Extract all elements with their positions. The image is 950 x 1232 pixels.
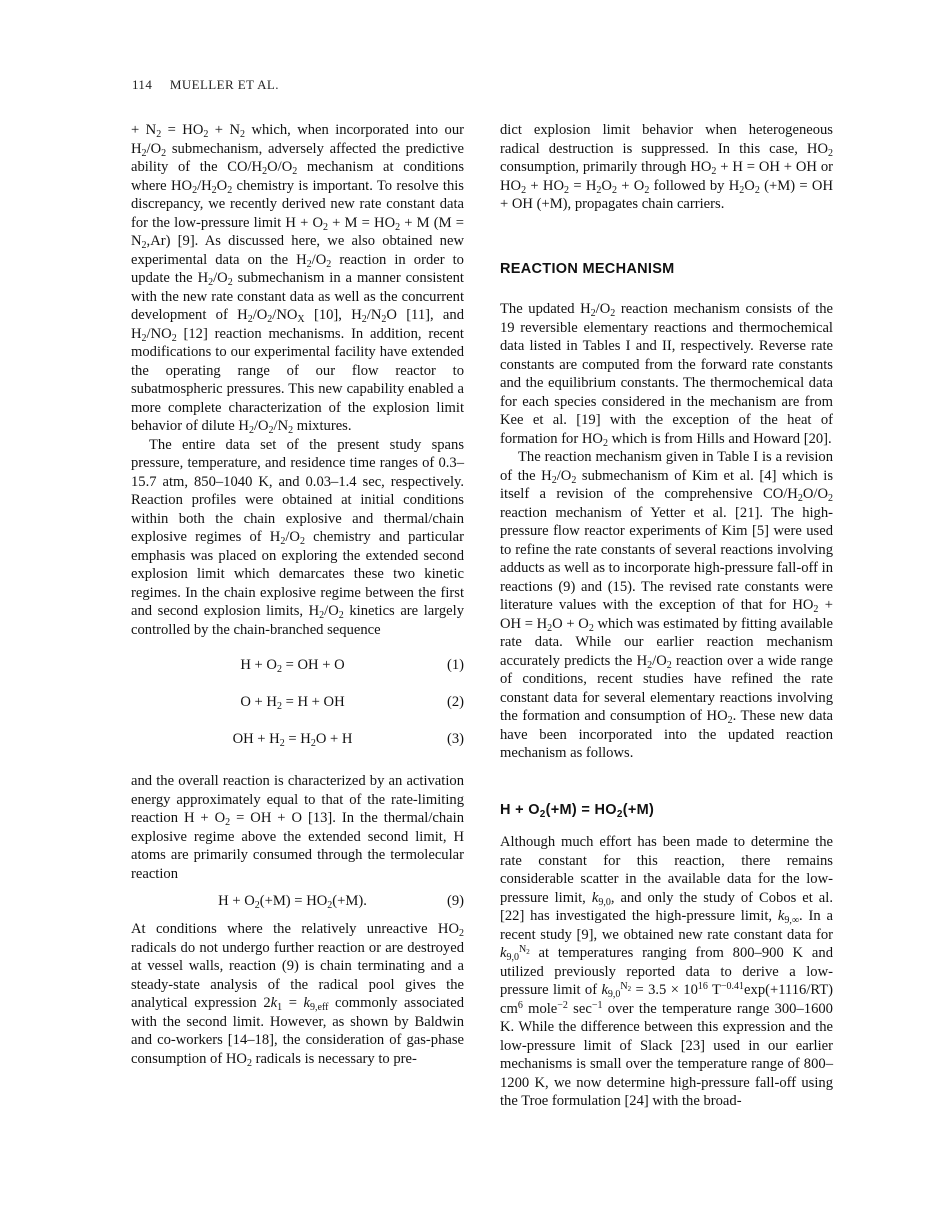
- running-header: [132, 77, 279, 93]
- equation-9: $H + O_2(+M) = HO_2(+M)$. (9): [218, 893, 464, 912]
- paragraph: The updated $H_2/O_2$ reaction mechanism consists of the 19 reversible elementary reactions and thermochemical data listed in Tables I and II, respectively. Reverse rate constants are computed from the forward rate constants and the equilibrium constants. The thermochemical data for each species considered in the mechanism are from Kee et al. [19] with the exception of the heat of formation for $HO_2$ which is from Hills and Howard [20].: [500, 301, 833, 449]
- equation-number: (2): [446, 694, 464, 711]
- paragraph: The reaction mechanism given in Table I is a revision of the $H_2/O_2$ submechanism of Kim et al. [4] which is itself a revision of the comprehensive $CO/H_2O/O_2$ reaction mechanism of Yetter et al. [21]. The high-pressure flow reactor experiments of Kim [5] were used to refine the rate constants of several reactions involving adducts as well as to incorporate high-pressure fall-off in reactions (9) and (15). The revised rate constants were literature values with the exception of that for $HO_2$ + OH = $H_2O + O_2$ which was estimated by fitting available rate data. While our earlier reaction mechanism accurately predicts the $H_2/O_2$ reaction over a wide range of conditions, recent studies have refined the rate constant data for several elementary reactions involving the formation and consumption of $HO_2$. These new data have been incorporated into the updated reaction mechanism as follows.: [500, 449, 834, 761]
- equation-number: (9): [446, 893, 464, 910]
- section-heading: REACTION MECHANISM: [500, 260, 675, 277]
- equation-2: $O + H_2 = H$ + OH (2): [240, 694, 464, 713]
- paragraph: + $N_2 = HO_2 + N_2$ which, when incorporated into our $H_2/O_2$ submechanism, adversely affected the predictive ability of the $CO/H_2O/O_2$ mechanism at conditions where $HO_2/H_2O_2$ chemistry is important. To resolve this discrepancy, we recently derived new rate constant data for the low-pressure limit $H + O_2 + M = HO_2 + M$ $(M = N_2,Ar)$ [9]. As discussed here, we also obtained new experimental data on the $H_2/O_2$ reaction in order to update the $H_2/O_2$ submechanism in a manner consistent with the new rate constant data as well as the concurrent development of $H_2/O_2/NO_X$ [10], $H_2/N_2O$ [11], and $H_2/NO_2$ [12] reaction mechanisms. In addition, recent modifications to our experimental facility have extended the operating range of our flow reactor to subatmospheric pressures. This new capability enabled a more complete characterization of the explosion limit behavior of dilute $H_2/O_2/N_2$ mixtures.: [131, 122, 465, 436]
- page-number: 114: [132, 77, 153, 92]
- running-head: MUELLER ET AL.: [169, 77, 279, 92]
- equation-1: $H + O_2$ = OH + O (1): [240, 657, 464, 676]
- equation-3: OH + $H_2 = H_2O + H$ (3): [232, 731, 464, 750]
- right-column: [500, 121, 833, 1111]
- left-column: [131, 121, 464, 1068]
- equation-number: (3): [446, 731, 464, 748]
- subsection-heading: $H + O_2(+M) = HO_2(+M)$: [500, 801, 655, 820]
- paragraph: dict explosion limit behavior when heterogeneous radical destruction is suppressed. In this case, $HO_2$ consumption, primarily through $HO_2 + H$ = OH + OH or $HO_2 + HO_2 = H_2O_2 + O_2$ followed by $H_2O_2$ (+M) = OH + OH (+M), propagates chain carriers.: [500, 122, 833, 212]
- paragraph: The entire data set of the present study spans pressure, temperature, and residence time ranges of 0.3–15.7 atm, 850–1040 K, and 0.03–1.4 sec, respectively. Reaction profiles were obtained at initial conditions within both the chain explosive and thermal/chain explosive regimes of $H_2/O_2$ chemistry and particular emphasis was placed on exploring the extended second explosion limit which demarcates these two kinetic regimes. In the chain explosive regime between the first and second explosion limits, $H_2/O_2$ kinetics are largely controlled by the chain-branched sequence: [131, 436, 464, 638]
- paragraph: and the overall reaction is characterized by an activation energy approximately equal to that of the rate-limiting reaction $H + O_2$ = OH + O [13]. In the thermal/chain explosive regime above the extended second limit, H atoms are primarily consumed through the termolecular reaction: [131, 773, 464, 882]
- paragraph: At conditions where the relatively unreactive $HO_2$ radicals do not undergo further reaction or are destroyed at vessel walls, reaction (9) is chain terminating and a steady-state analysis of the radical pool gives the analytical expression $2k_1 = k_{9,eff}$ commonly associated with the second limit. However, as shown by Baldwin and co-workers [14–18], the consideration of gas-phase consumption of $HO_2$ radicals is necessary to pre-: [131, 921, 465, 1069]
- paragraph: Although much effort has been made to determine the rate constant for this reaction, there remains considerable scatter in the available data for the low-pressure limit, $k_{9,0}$, and only the study of Cobos et al. [22] has investigated the high-pressure limit, $k_{9,\infty}$. In a recent study [9], we obtained new rate constant data for $k_{9,0}^{N_2}$ at temperatures ranging from 800–900 K and utilized previously reported data to derive a low-pressure limit of $k_{9,0}^{N_2} = 3.5 \times 10^{16}$ $T^{-0.41}\exp(+1116/RT)$ $cm^6$ mole$^{-2}$ $\sec^{-1}$ over the temperature range 300–1600 K. While the difference between this expression and the low-pressure limit of Slack [23] used in our earlier mechanisms is small over the temperature range of 800–1200 K, we now determine high-pressure fall-off using the Troe formulation [24] with the broad-: [500, 834, 833, 1109]
- equation-number: (1): [446, 657, 464, 674]
